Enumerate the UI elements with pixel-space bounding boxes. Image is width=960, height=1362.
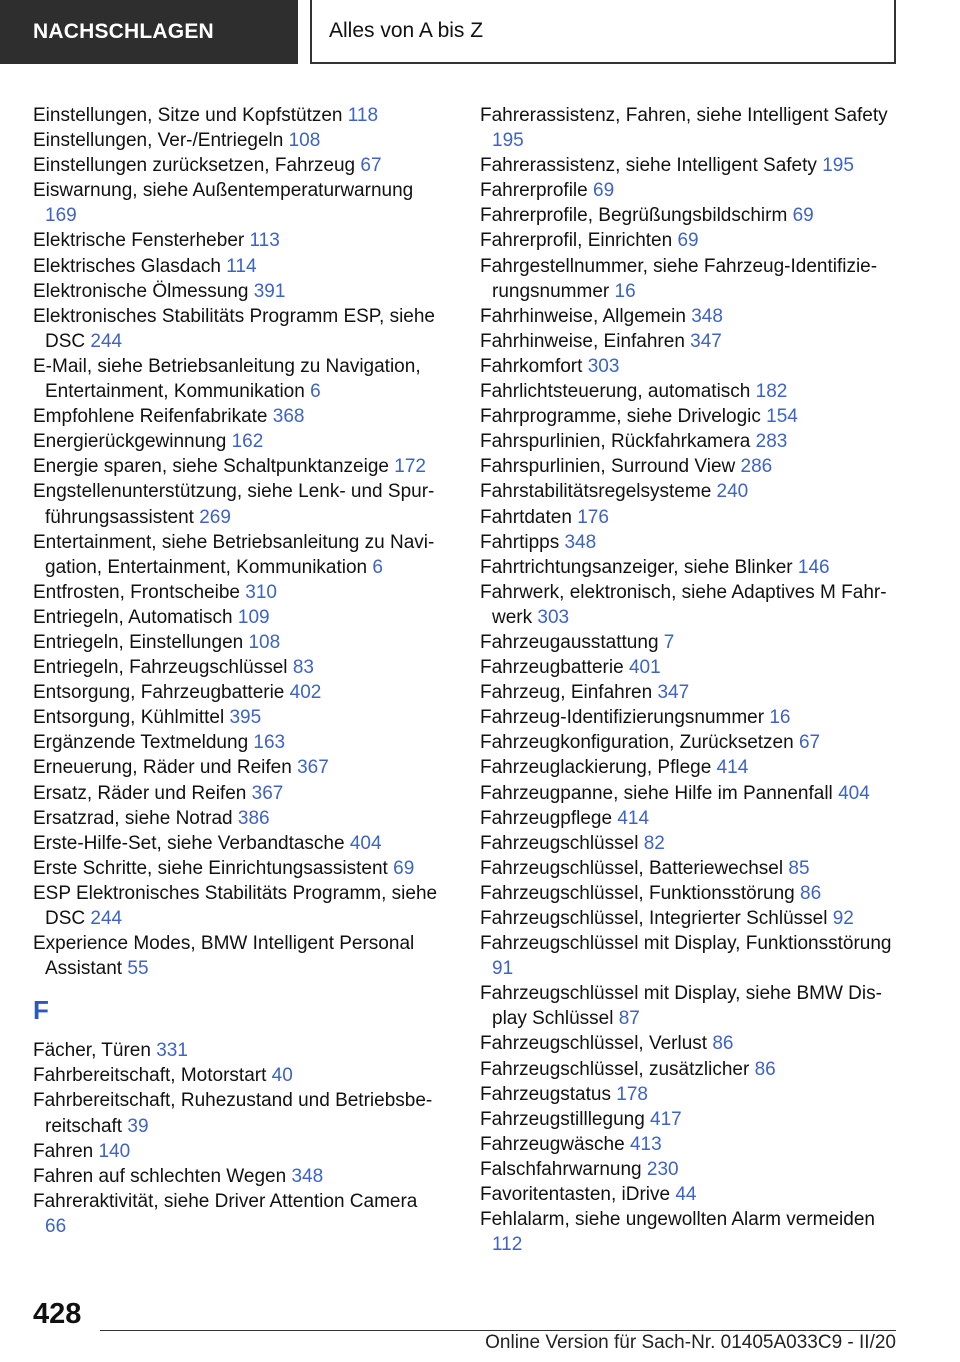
index-entry — [33, 454, 443, 479]
page-reference-link[interactable]: 86 — [754, 1058, 776, 1080]
index-entry-text: Fahrzeugschlüssel, Batteriewechsel — [480, 857, 784, 879]
page-reference-link[interactable]: 386 — [237, 807, 270, 829]
index-entry — [33, 655, 443, 680]
index-entry-text: Fahrerprofile, Begrüßungsbildschirm — [480, 205, 788, 227]
index-entry — [33, 755, 443, 780]
page-reference-link[interactable]: 86 — [712, 1033, 734, 1055]
page-reference-link[interactable]: 40 — [271, 1065, 293, 1087]
index-entry-text: Fächer, Türen — [33, 1040, 151, 1062]
page-reference-link[interactable]: 69 — [677, 230, 699, 252]
index-entry-text: Elektrisches Glasdach — [33, 255, 221, 277]
index-entry — [480, 354, 900, 379]
index-entry-text: Fahren auf schlechten Wegen — [33, 1165, 287, 1187]
section-tab: NACHSCHLAGEN — [0, 0, 298, 64]
index-entry — [480, 304, 900, 329]
page-reference-link[interactable]: 391 — [253, 280, 286, 302]
page-reference-link[interactable]: 44 — [675, 1184, 697, 1206]
page-reference-link[interactable]: 195 — [492, 130, 524, 152]
index-entry — [480, 1207, 900, 1257]
index-entry-text: ESP Elektronisches Stabilitäts Programm, siehe DSC — [33, 882, 438, 929]
index-entry — [33, 530, 443, 580]
index-entry-text: Fahrzeugkonfiguration, Zurücksetzen — [480, 732, 794, 754]
index-entry — [480, 203, 900, 228]
index-entry — [33, 1088, 443, 1138]
page-reference-link[interactable]: 146 — [797, 556, 830, 578]
page-reference-link[interactable]: 108 — [288, 130, 321, 152]
page-reference-link[interactable]: 39 — [127, 1115, 149, 1137]
page-reference-link[interactable]: 67 — [798, 732, 821, 754]
index-entry — [480, 479, 900, 504]
index-entry-text: Fahrzeug-Identifizierungsnummer — [480, 707, 765, 729]
index-entry — [480, 1082, 900, 1107]
index-entry — [480, 1031, 900, 1056]
page-reference-link[interactable]: 6 — [310, 381, 321, 403]
page-reference-link[interactable]: 7 — [663, 631, 675, 653]
index-entry-text: Engstellenunterstützung, siehe Lenk- und Spurführungsassistent — [33, 481, 435, 528]
index-entry — [480, 580, 900, 630]
page-reference-link[interactable]: 82 — [643, 832, 665, 854]
index-entry-text: Einstellungen, Ver-/Entriegeln — [33, 130, 284, 152]
index-entry — [33, 1164, 443, 1189]
page-reference-link[interactable]: 414 — [716, 757, 749, 779]
index-entry — [480, 931, 900, 981]
page-reference-link[interactable]: 404 — [838, 782, 870, 804]
index-entry — [480, 1157, 900, 1182]
index-entry-text: Fahrlichtsteuerung, automatisch — [480, 381, 751, 403]
index-entry — [33, 630, 443, 655]
index-entry-text: Fahrzeugwäsche — [480, 1133, 625, 1155]
page-reference-link[interactable]: 404 — [349, 832, 382, 854]
page-reference-link[interactable]: 367 — [251, 782, 284, 804]
index-entry — [480, 630, 900, 655]
page-reference-link[interactable]: 69 — [792, 205, 814, 227]
index-list-f — [33, 1038, 443, 1239]
index-entry — [480, 705, 900, 730]
page-reference-link[interactable]: 230 — [646, 1158, 679, 1180]
page-reference-link[interactable]: 244 — [90, 908, 123, 929]
index-entry-text: Fahrzeugpanne, siehe Hilfe im Pannenfall — [480, 782, 833, 804]
index-entry — [33, 304, 443, 354]
index-entry-text: Fahrzeugschlüssel, zusätzlicher — [480, 1058, 750, 1080]
index-entry — [480, 1107, 900, 1132]
index-entry-text: E-Mail, siehe Betriebsanleitung zu Navigation, Entertainment, Kommunikation — [33, 355, 421, 403]
index-entry — [33, 881, 443, 931]
page-reference-link[interactable]: 67 — [360, 155, 382, 177]
index-entry — [33, 831, 443, 856]
page-reference-link[interactable]: 163 — [253, 732, 286, 754]
index-entry-text: Falschfahrwarnung — [480, 1158, 642, 1180]
index-entry-text: Fahrhinweise, Allgemein — [480, 305, 686, 327]
index-entry-text: Eiswarnung, siehe Außentemperaturwarnung — [33, 180, 414, 202]
index-entry — [480, 755, 900, 780]
index-entry-text: Fahrerprofile — [480, 180, 588, 202]
page-reference-link[interactable]: 162 — [231, 431, 264, 453]
page-reference-link[interactable]: 109 — [237, 606, 270, 628]
index-entry-text: Fahrzeugausstattung — [480, 631, 659, 653]
index-entry — [480, 228, 900, 253]
page-reference-link[interactable]: 92 — [832, 908, 854, 929]
index-entry — [480, 680, 900, 705]
page-reference-link[interactable]: 87 — [618, 1008, 640, 1030]
page-reference-link[interactable]: 182 — [755, 381, 788, 403]
page-reference-link[interactable]: 195 — [822, 155, 854, 177]
index-entry — [480, 505, 900, 530]
index-entry-text: Elektronische Ölmessung — [33, 280, 249, 302]
index-entry — [480, 906, 900, 931]
page-header — [0, 0, 960, 66]
index-entry — [33, 279, 443, 304]
index-entry — [480, 781, 900, 806]
index-entry-text: Fahreraktivität, siehe Driver Attention Camera — [33, 1190, 418, 1212]
page-reference-link[interactable]: 347 — [690, 330, 722, 352]
index-entry — [480, 429, 900, 454]
index-entry-text: Entriegeln, Automatisch — [33, 606, 233, 628]
index-entry-text: Fahrgestellnummer, siehe Fahrzeug-Identifizierungsnummer — [480, 255, 878, 302]
index-entry — [33, 1063, 443, 1088]
page-reference-link[interactable]: 402 — [289, 682, 322, 704]
index-entry-text: Erste Schritte, siehe Einrichtungsassistent — [33, 857, 388, 879]
page-reference-link[interactable]: 367 — [297, 757, 329, 779]
index-entry — [33, 354, 443, 404]
index-entry-text: Fahrbereitschaft, Ruhezustand und Betriebsbereitschaft — [33, 1090, 433, 1137]
index-entry-text: Fahrzeugstilllegung — [480, 1108, 645, 1130]
page-reference-link[interactable]: 244 — [90, 330, 123, 352]
index-entry — [480, 404, 900, 429]
page-reference-link[interactable]: 16 — [769, 707, 791, 729]
index-entry — [33, 605, 443, 630]
page-reference-link[interactable]: 414 — [617, 807, 650, 829]
index-entry — [480, 1132, 900, 1157]
index-entry-text: Fehlalarm, siehe ungewollten Alarm vermeiden — [480, 1209, 875, 1231]
index-entry — [33, 404, 443, 429]
index-entry-text: Fahrzeug, Einfahren — [480, 682, 653, 704]
footer-divider — [100, 1330, 896, 1331]
index-entry — [33, 705, 443, 730]
index-entry-text: Fahrzeugschlüssel mit Display, siehe BMW Display Schlüssel — [480, 983, 882, 1030]
index-entry — [480, 655, 900, 680]
index-entry — [33, 479, 443, 529]
index-entry — [480, 379, 900, 404]
page-number: 428 — [33, 1298, 82, 1330]
page-reference-link[interactable]: 303 — [537, 606, 570, 628]
page-reference-link[interactable]: 83 — [292, 657, 314, 679]
index-entry-text: Energie sparen, siehe Schaltpunktanzeige — [33, 456, 389, 478]
index-entry — [33, 730, 443, 755]
index-entry-text: Fahrtrichtungsanzeiger, siehe Blinker — [480, 556, 793, 578]
index-entry — [33, 228, 443, 253]
index-entry-text: Favoritentasten, iDrive — [480, 1184, 671, 1206]
page-reference-link[interactable]: 69 — [393, 857, 415, 879]
index-entry — [480, 153, 900, 178]
index-entry-text: Entriegeln, Fahrzeugschlüssel — [33, 657, 288, 679]
page-reference-link[interactable]: 91 — [492, 958, 514, 980]
page-reference-link[interactable]: 303 — [587, 355, 620, 377]
index-entry-text: Empfohlene Reifenfabrikate — [33, 406, 268, 428]
page-reference-link[interactable]: 169 — [45, 205, 77, 227]
index-entry-text: Entertainment, siehe Betriebsanleitung zu Navigation, Entertainment, Kommunikation — [33, 531, 435, 578]
index-entry-text: Fahrhinweise, Einfahren — [480, 330, 685, 352]
page-reference-link[interactable]: 66 — [45, 1215, 67, 1237]
page-reference-link[interactable]: 86 — [800, 882, 822, 904]
index-entry-text: Entsorgung, Kühlmittel — [33, 707, 225, 729]
index-entry — [33, 1189, 443, 1239]
index-entry-text: Fahren — [33, 1140, 94, 1162]
index-entry — [33, 1038, 443, 1063]
index-entry — [33, 931, 443, 981]
index-entry — [480, 103, 900, 153]
page-reference-link[interactable]: 118 — [347, 105, 379, 126]
page-reference-link[interactable]: 395 — [229, 707, 262, 729]
index-entry — [480, 530, 900, 555]
index-entry — [33, 1139, 443, 1164]
index-entry — [480, 981, 900, 1031]
page-reference-link[interactable]: 417 — [650, 1108, 682, 1130]
index-entry-text: Ersatz, Räder und Reifen — [33, 782, 247, 804]
index-entry — [33, 103, 443, 128]
index-entry — [480, 1057, 900, 1082]
index-entry-text: Fahrtdaten — [480, 506, 572, 528]
page-reference-link[interactable]: 368 — [272, 406, 305, 428]
index-entry — [33, 153, 443, 178]
page-reference-link[interactable]: 310 — [245, 581, 277, 603]
index-entry — [33, 806, 443, 831]
page-reference-link[interactable]: 240 — [716, 481, 749, 503]
index-entry — [480, 254, 900, 304]
index-entry — [33, 680, 443, 705]
page-reference-link[interactable]: 286 — [740, 456, 773, 478]
index-entry — [480, 1182, 900, 1207]
page-reference-link[interactable]: 178 — [616, 1083, 648, 1105]
index-entry — [480, 856, 900, 881]
page-reference-link[interactable]: 331 — [156, 1040, 188, 1062]
index-entry — [480, 178, 900, 203]
index-entry-text: Fahrzeugpflege — [480, 807, 613, 829]
page-reference-link[interactable]: 172 — [394, 456, 426, 478]
index-entry-text: Fahrzeugschlüssel, Integrierter Schlüssel — [480, 908, 828, 929]
page-reference-link[interactable]: 114 — [226, 255, 257, 277]
index-entry-text: Fahrzeugschlüssel, Funktionsstörung — [480, 882, 795, 904]
index-entry-text: Elektronisches Stabilitäts Programm ESP, siehe DSC — [33, 305, 435, 352]
page-reference-link[interactable]: 6 — [372, 556, 383, 578]
index-entry — [480, 329, 900, 354]
page-reference-link[interactable]: 69 — [593, 180, 615, 202]
index-entry-text: Fahrerassistenz, siehe Intelligent Safety — [480, 155, 817, 177]
page-reference-link[interactable]: 283 — [755, 431, 788, 453]
index-entry — [480, 881, 900, 906]
index-entry-text: Experience Modes, BMW Intelligent Personal Assistant — [33, 933, 415, 980]
page-reference-link[interactable]: 347 — [657, 682, 690, 704]
index-entry-text: Fahrzeugschlüssel — [480, 832, 639, 854]
index-entry — [480, 806, 900, 831]
index-letter-heading: F — [33, 995, 49, 1026]
index-entry-text: Fahrzeugstatus — [480, 1083, 611, 1105]
index-entry — [33, 781, 443, 806]
index-entry-text: Ergänzende Textmeldung — [33, 732, 249, 754]
index-entry — [33, 254, 443, 279]
index-entry-text: Fahrzeugschlüssel, Verlust — [480, 1033, 708, 1055]
index-entry-text: Fahrspurlinien, Surround View — [480, 456, 736, 478]
index-list-e — [33, 103, 443, 981]
page-reference-link[interactable]: 401 — [628, 657, 661, 679]
page-reference-link[interactable]: 348 — [291, 1165, 324, 1187]
index-entry-text: Fahrerassistenz, Fahren, siehe Intelligent Safety — [480, 105, 888, 126]
index-entry — [480, 730, 900, 755]
index-entry-text: Einstellungen zurücksetzen, Fahrzeug — [33, 155, 356, 177]
chapter-title: Alles von A bis Z — [310, 0, 896, 64]
index-entry-text: Fahrstabilitätsregelsysteme — [480, 481, 712, 503]
index-entry-text: Erste-Hilfe-Set, siehe Verbandtasche — [33, 832, 345, 854]
index-entry-text: Fahrkomfort — [480, 355, 583, 377]
page-reference-link[interactable]: 348 — [691, 305, 723, 327]
index-entry-text: Fahrwerk, elektronisch, siehe Adaptives M Fahrwerk — [480, 581, 887, 628]
index-entry-text: Fahrprogramme, siehe Drivelogic — [480, 406, 761, 428]
index-entry-text: Einstellungen, Sitze und Kopfstützen — [33, 105, 343, 126]
index-entry-text: Fahrzeugschlüssel mit Display, Funktionsstörung — [480, 933, 892, 955]
index-column-right — [480, 103, 900, 1257]
index-entry-text: Elektrische Fensterheber — [33, 230, 245, 252]
page-reference-link[interactable]: 108 — [248, 631, 281, 653]
index-entry-text: Entsorgung, Fahrzeugbatterie — [33, 682, 285, 704]
page-reference-link[interactable]: 140 — [98, 1140, 131, 1162]
index-entry-text: Entfrosten, Frontscheibe — [33, 581, 240, 603]
index-list-f-continued — [480, 103, 900, 1257]
page-reference-link[interactable]: 269 — [199, 506, 231, 528]
page-reference-link[interactable]: 413 — [629, 1133, 662, 1155]
page-reference-link[interactable]: 85 — [788, 857, 810, 879]
index-entry — [33, 429, 443, 454]
index-entry-text: Fahrtipps — [480, 531, 560, 553]
index-entry — [33, 128, 443, 153]
index-entry-text: Fahrzeuglackierung, Pflege — [480, 757, 712, 779]
page-reference-link[interactable]: 55 — [127, 958, 149, 980]
index-entry-text: Energierückgewinnung — [33, 431, 227, 453]
page-reference-link[interactable]: 16 — [614, 280, 636, 302]
index-entry-text: Ersatzrad, siehe Notrad — [33, 807, 233, 829]
index-entry-text: Fahrbereitschaft, Motorstart — [33, 1065, 267, 1087]
page-reference-link[interactable]: 113 — [249, 230, 280, 252]
index-entry-text: Entriegeln, Einstellungen — [33, 631, 244, 653]
page-reference-link[interactable]: 348 — [564, 531, 597, 553]
index-entry-text: Fahrzeugbatterie — [480, 657, 624, 679]
page-reference-link[interactable]: 112 — [492, 1234, 523, 1256]
footer-online-version: Online Version für Sach-Nr. 01405A033C9 - II/20 — [485, 1332, 896, 1353]
index-entry — [33, 580, 443, 605]
index-entry-text: Fahrerprofil, Einrichten — [480, 230, 673, 252]
index-entry — [33, 178, 443, 228]
page-reference-link[interactable]: 176 — [577, 506, 609, 528]
index-entry — [480, 454, 900, 479]
index-entry-text: Erneuerung, Räder und Reifen — [33, 757, 292, 779]
index-column-left — [33, 103, 443, 1239]
index-entry — [480, 831, 900, 856]
page-reference-link[interactable]: 154 — [766, 406, 798, 428]
index-entry-text: Fahrspurlinien, Rückfahrkamera — [480, 431, 751, 453]
index-entry — [480, 555, 900, 580]
index-entry — [33, 856, 443, 881]
